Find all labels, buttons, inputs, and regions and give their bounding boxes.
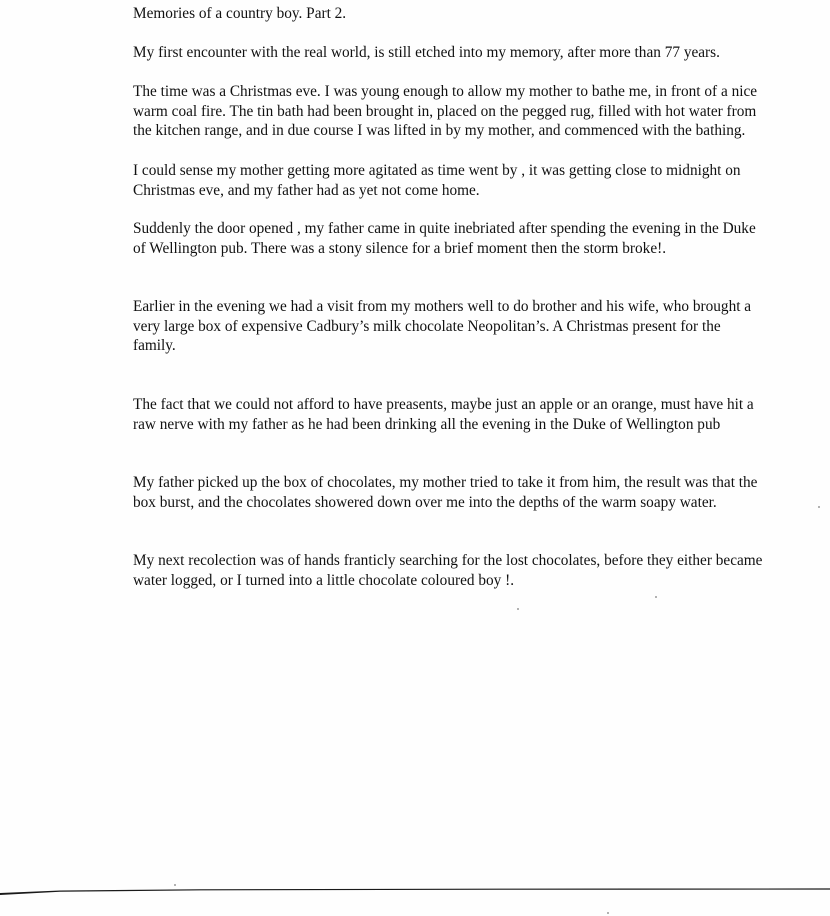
- scan-speck: [174, 884, 176, 886]
- paragraph-no-presents: The fact that we could not afford to have preasents, maybe just an apple or an orange, must have hit a raw nerve with my father as he had been drinking all the evening in the Duke of Wellington pub: [133, 396, 754, 433]
- paragraph-chocolate-gift: Earlier in the evening we had a visit from my mothers well to do brother and his wife, who brought a very large box of expensive Cadbury’s milk chocolate Neopolitan’s. A Christmas present for the family.: [133, 298, 752, 354]
- paragraph-mother-agitated: I could sense my mother getting more agitated as time went by , it was getting close to midnight on Christmas eve, and my father had as yet not come home.: [133, 162, 741, 199]
- paragraph-father-arrives: Suddenly the door opened , my father came in quite inebriated after spending the evening in the Duke of Wellington pub. There was a stony silence for a brief moment then the storm broke!.: [133, 220, 756, 257]
- scan-speck: [517, 608, 519, 610]
- scan-speck: [655, 596, 657, 598]
- document-title: Memories of a country boy. Part 2.: [133, 5, 347, 22]
- scan-speck: [818, 506, 820, 508]
- paragraph-box-burst: My father picked up the box of chocolates, my mother tried to take it from him, the result was that the box burst, and the chocolates showered down over me into the depths of the warm soapy water.: [133, 474, 758, 511]
- scan-speck: [607, 912, 609, 914]
- paragraph-christmas-eve-bath: The time was a Christmas eve. I was young enough to allow my mother to bathe me, in front of a nice warm coal fire. The tin bath had been brought in, placed on the pegged rug, filled with hot water from the kitchen range, and in due course I was lifted in by my mother, and commenced with the bathing.: [133, 83, 758, 139]
- paragraph-searching-chocolates: My next recolection was of hands franticly searching for the lost chocolates, before they either became water logged, or I turned into a little chocolate coloured boy !.: [133, 552, 763, 589]
- paragraph-first-encounter: My first encounter with the real world, is still etched into my memory, after more than 77 years.: [133, 44, 720, 61]
- scan-edge-line: [0, 886, 830, 896]
